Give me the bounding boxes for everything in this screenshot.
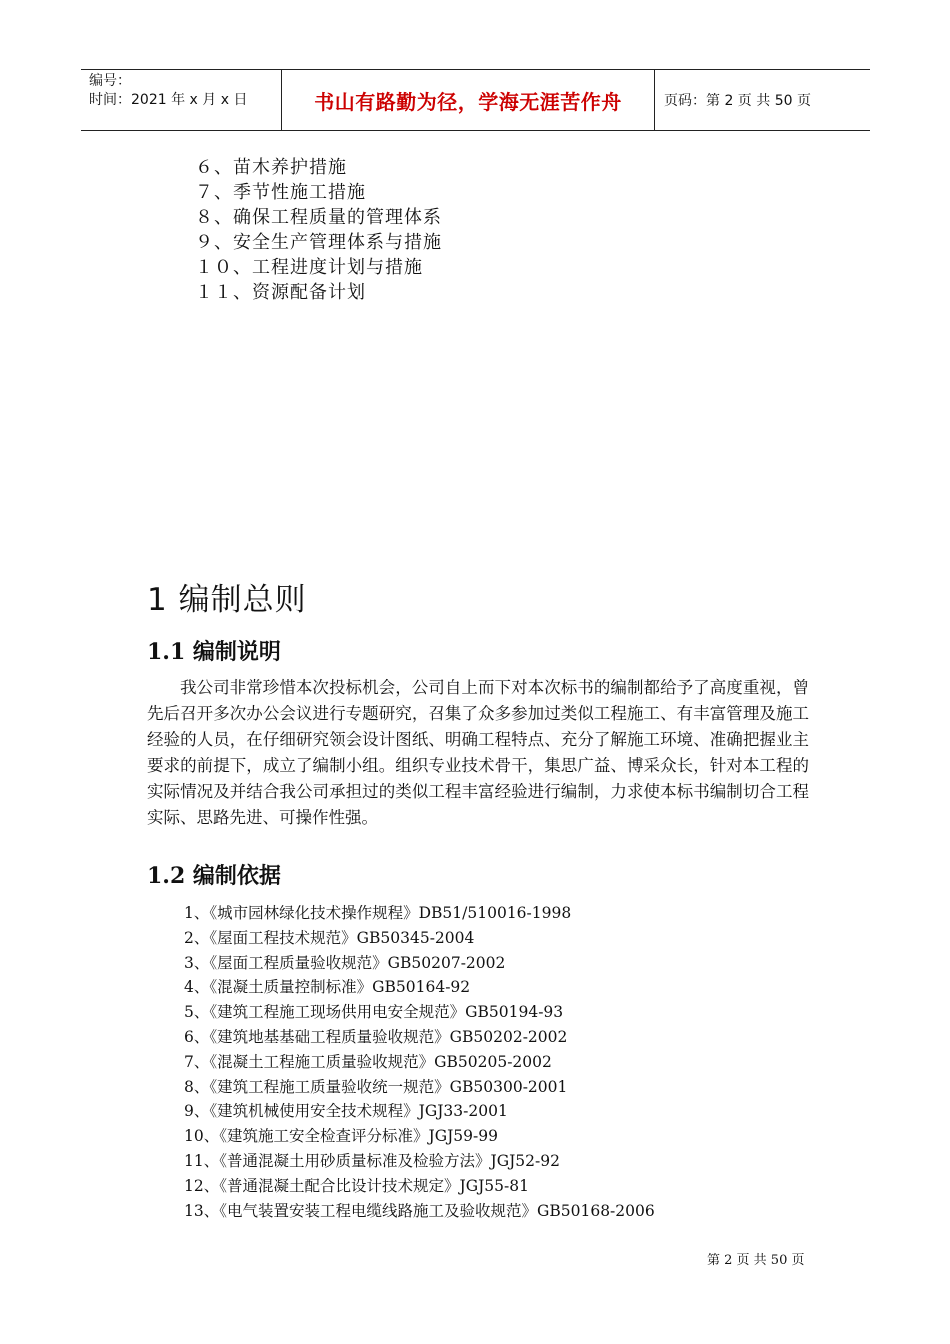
header-meta bbox=[81, 70, 282, 130]
toc-item: ７、季节性施工措施 bbox=[195, 182, 366, 203]
reference-item: 8、《建筑工程施工质量验收统一规范》GB50300-2001 bbox=[184, 1077, 568, 1096]
reference-list bbox=[184, 901, 655, 1223]
reference-item: 12、《普通混凝土配合比设计技术规定》JGJ55-81 bbox=[184, 1176, 529, 1195]
reference-item: 4、《混凝土质量控制标准》GB50164-92 bbox=[184, 978, 471, 997]
document-number-label: 编号： bbox=[89, 73, 131, 89]
page-header bbox=[81, 69, 870, 131]
header-page-label: 页码：第 2 页 共 50 页 bbox=[664, 93, 811, 109]
reference-item: 6、《建筑地基基础工程质量验收规范》GB50202-2002 bbox=[184, 1027, 568, 1046]
toc-item: １１、资源配备计划 bbox=[195, 282, 366, 303]
document-date-label: 时间：2021 年 x 月 x 日 bbox=[89, 92, 248, 108]
reference-item: 13、《电气装置安装工程电缆线路施工及验收规范》GB50168-2006 bbox=[184, 1201, 655, 1220]
header-motto: 书山有路勤为径，学海无涯苦作舟 bbox=[282, 70, 655, 130]
reference-item: 11、《普通混凝土用砂质量标准及检验方法》JGJ52-92 bbox=[184, 1151, 560, 1170]
reference-item: 3、《屋面工程质量验收规范》GB50207-2002 bbox=[184, 953, 506, 972]
toc-item: １０、工程进度计划与措施 bbox=[195, 257, 423, 278]
reference-item: 2、《屋面工程技术规范》GB50345-2004 bbox=[184, 928, 475, 947]
explanation-paragraph: 我公司非常珍惜本次投标机会，公司自上而下对本次标书的编制都给予了高度重视，曾先后召开多次办公会议进行专题研究，召集了众多参加过类似工程施工、有丰富管理及施工经验的人员，在仔细研究领会设计图纸、明确工程特点、充分了解施工环境、准确把握业主要求的前提下，成立了编制小组。组织专业技术骨干，集思广益、博采众长，针对本工程的实际情况及并结合我公司承担过的类似工程丰富经验进行编制，力求使本标书编制切合工程实际、思路先进、可操作性强。 bbox=[147, 678, 809, 827]
subsection-heading-explanation: 1.1 编制说明 bbox=[147, 639, 281, 665]
reference-item: 10、《建筑施工安全检查评分标准》JGJ59-99 bbox=[184, 1127, 498, 1146]
table-of-contents bbox=[195, 155, 442, 305]
section-heading: 1 编制总则 bbox=[147, 582, 307, 618]
reference-item: 5、《建筑工程施工现场供用电安全规范》GB50194-93 bbox=[184, 1003, 564, 1022]
toc-item: ６、苗木养护措施 bbox=[195, 157, 347, 178]
reference-item: 9、《建筑机械使用安全技术规程》JGJ33-2001 bbox=[184, 1102, 508, 1121]
toc-item: ８、确保工程质量的管理体系 bbox=[195, 207, 442, 228]
reference-item: 7、《混凝土工程施工质量验收规范》GB50205-2002 bbox=[184, 1052, 552, 1071]
page-footer-number: 第 2 页 共 50 页 bbox=[707, 1253, 805, 1268]
toc-item: ９、安全生产管理体系与措施 bbox=[195, 232, 442, 253]
subsection-heading-basis: 1.2 编制依据 bbox=[147, 863, 281, 889]
reference-item: 1、《城市园林绿化技术操作规程》DB51/510016-1998 bbox=[184, 904, 572, 922]
